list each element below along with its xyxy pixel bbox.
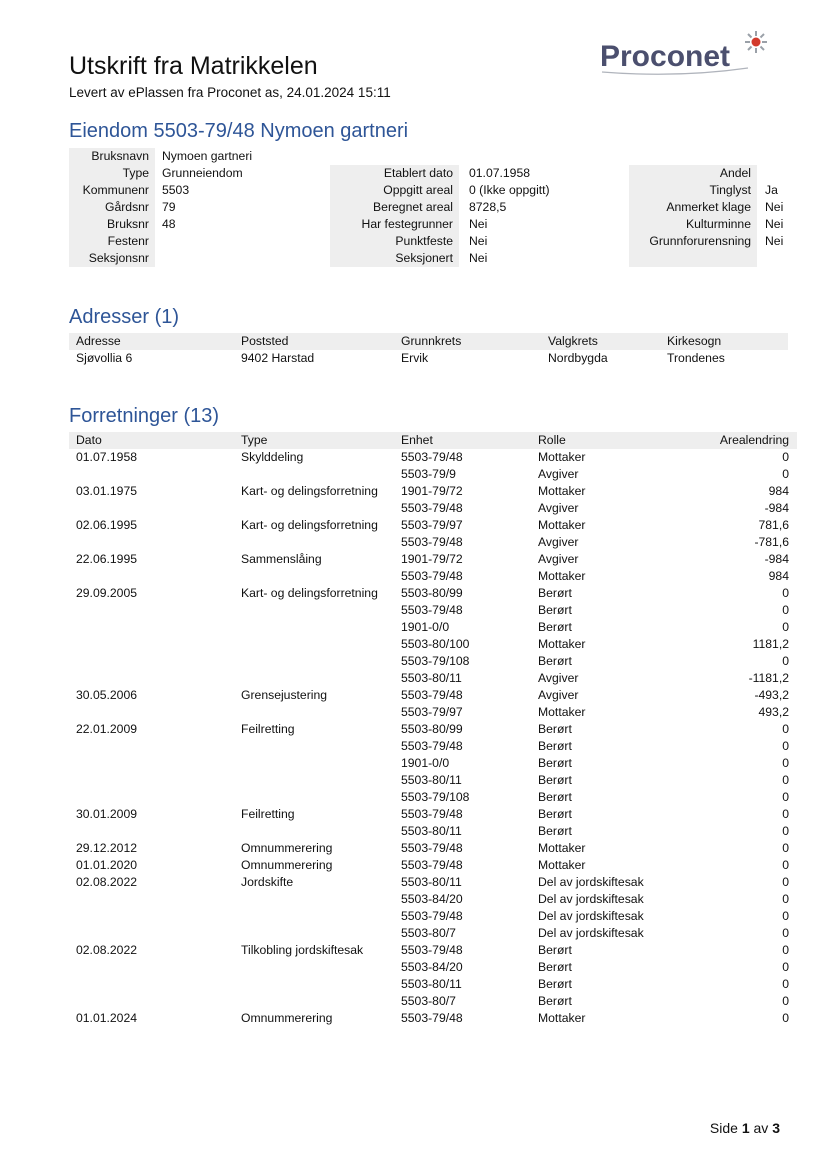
enhet-cell: 5503-79/9 xyxy=(401,467,456,481)
arealendring-cell: 0 xyxy=(782,875,789,889)
table-row xyxy=(69,823,797,840)
dato-cell: 01.01.2020 xyxy=(76,858,137,872)
property-value: 01.07.1958 xyxy=(469,166,530,180)
address-cell: Sjøvollia 6 xyxy=(76,351,133,365)
enhet-cell: 5503-79/48 xyxy=(401,1011,463,1025)
page-subtitle: Levert av ePlassen fra Proconet as, 24.01.2024 15:11 xyxy=(69,85,391,100)
rolle-cell: Mottaker xyxy=(538,484,586,498)
table-row xyxy=(69,687,797,704)
col-grunnkrets: Grunnkrets xyxy=(401,334,462,348)
table-row xyxy=(69,806,797,823)
page-of: av xyxy=(753,1120,769,1136)
property-value: Ja xyxy=(765,183,778,197)
rolle-cell: Berørt xyxy=(538,824,572,838)
col-kirkesogn: Kirkesogn xyxy=(667,334,722,348)
rolle-cell: Berørt xyxy=(538,977,572,991)
table-row xyxy=(69,449,797,466)
property-value: 48 xyxy=(162,217,176,231)
rolle-cell: Berørt xyxy=(538,756,572,770)
type-cell: Omnummerering xyxy=(241,1011,333,1025)
arealendring-cell: 0 xyxy=(782,960,789,974)
rolle-cell: Berørt xyxy=(538,773,572,787)
type-cell: Omnummerering xyxy=(241,841,333,855)
arealendring-cell: 0 xyxy=(782,722,789,736)
enhet-cell: 1901-79/72 xyxy=(401,552,463,566)
dato-cell: 03.01.1975 xyxy=(76,484,137,498)
property-value: Nei xyxy=(469,234,488,248)
arealendring-cell: 0 xyxy=(782,824,789,838)
enhet-cell: 5503-79/48 xyxy=(401,739,463,753)
property-label: Festenr xyxy=(107,234,149,248)
rolle-cell: Berørt xyxy=(538,620,572,634)
enhet-cell: 5503-79/48 xyxy=(401,909,463,923)
enhet-cell: 5503-79/108 xyxy=(401,654,470,668)
table-row xyxy=(69,874,797,891)
property-label: Oppgitt areal xyxy=(383,183,453,197)
dato-cell: 30.05.2006 xyxy=(76,688,137,702)
arealendring-cell: 0 xyxy=(782,909,789,923)
dato-cell: 29.09.2005 xyxy=(76,586,137,600)
rolle-cell: Berørt xyxy=(538,994,572,1008)
enhet-cell: 5503-80/11 xyxy=(401,977,462,991)
table-row xyxy=(69,891,797,908)
enhet-cell: 5503-80/99 xyxy=(401,586,463,600)
rolle-cell: Mottaker xyxy=(538,569,586,583)
page-prefix: Side xyxy=(709,1120,738,1136)
table-row xyxy=(69,772,797,789)
table-row xyxy=(69,976,797,993)
rolle-cell: Avgiver xyxy=(538,552,579,566)
grunnkrets-cell: Ervik xyxy=(401,351,429,365)
arealendring-cell: 781,6 xyxy=(758,518,789,532)
rolle-cell: Avgiver xyxy=(538,688,579,702)
table-row xyxy=(69,1010,797,1027)
enhet-cell: 5503-79/97 xyxy=(401,518,463,532)
arealendring-cell: 0 xyxy=(782,773,789,787)
table-row xyxy=(69,840,797,857)
enhet-cell: 5503-80/11 xyxy=(401,671,462,685)
dato-cell: 02.08.2022 xyxy=(76,875,137,889)
property-label: Etablert dato xyxy=(383,166,453,180)
transactions-header-row xyxy=(69,432,797,449)
table-row xyxy=(69,602,797,619)
arealendring-cell: 0 xyxy=(782,926,789,940)
arealendring-cell: 0 xyxy=(782,654,789,668)
table-row xyxy=(69,942,797,959)
arealendring-cell: 0 xyxy=(782,943,789,957)
arealendring-cell: 984 xyxy=(768,484,789,498)
rolle-cell: Berørt xyxy=(538,790,572,804)
arealendring-cell: 0 xyxy=(782,1011,789,1025)
property-label: Type xyxy=(122,166,149,180)
page-title: Utskrift fra Matrikkelen xyxy=(69,52,318,80)
arealendring-cell: 0 xyxy=(782,739,789,753)
page-current: 1 xyxy=(741,1120,750,1136)
enhet-cell: 5503-79/48 xyxy=(401,807,463,821)
enhet-cell: 5503-80/11 xyxy=(401,773,462,787)
enhet-cell: 5503-80/7 xyxy=(401,994,456,1008)
rolle-cell: Berørt xyxy=(538,739,572,753)
property-info xyxy=(69,148,789,268)
poststed-cell: 9402 Harstad xyxy=(241,351,315,365)
property-label: Kulturminne xyxy=(685,217,751,231)
addresses-heading: Adresser (1) xyxy=(69,306,180,328)
page-total: 3 xyxy=(772,1120,780,1136)
proconet-logo xyxy=(598,30,773,80)
type-cell: Feilretting xyxy=(241,722,295,736)
enhet-cell: 5503-79/48 xyxy=(401,535,463,549)
enhet-cell: 1901-0/0 xyxy=(401,620,450,634)
dato-cell: 02.06.1995 xyxy=(76,518,137,532)
arealendring-cell: 0 xyxy=(782,467,789,481)
table-row xyxy=(69,350,788,367)
property-label: Bruksnr xyxy=(107,217,149,231)
rolle-cell: Mottaker xyxy=(538,841,586,855)
rolle-cell: Avgiver xyxy=(538,535,579,549)
page-number xyxy=(710,1120,780,1136)
rolle-cell: Del av jordskiftesak xyxy=(538,909,644,923)
arealendring-cell: -493,2 xyxy=(754,688,789,702)
enhet-cell: 5503-84/20 xyxy=(401,892,463,906)
dato-cell: 01.07.1958 xyxy=(76,450,137,464)
property-value: Nei xyxy=(469,251,488,265)
arealendring-cell: 0 xyxy=(782,892,789,906)
type-cell: Skylddeling xyxy=(241,450,304,464)
transactions-heading: Forretninger (13) xyxy=(69,405,220,427)
enhet-cell: 1901-0/0 xyxy=(401,756,450,770)
rolle-cell: Berørt xyxy=(538,807,572,821)
arealendring-cell: -1181,2 xyxy=(748,671,789,685)
rolle-cell: Mottaker xyxy=(538,858,586,872)
arealendring-cell: 0 xyxy=(782,603,789,617)
rolle-cell: Avgiver xyxy=(538,671,579,685)
property-label: Andel xyxy=(719,166,751,180)
property-value: Nei xyxy=(765,234,784,248)
property-heading: Eiendom 5503-79/48 Nymoen gartneri xyxy=(69,120,409,142)
dato-cell: 30.01.2009 xyxy=(76,807,137,821)
enhet-cell: 1901-79/72 xyxy=(401,484,463,498)
col-valgkrets: Valgkrets xyxy=(548,334,598,348)
property-label: Har festegrunner xyxy=(361,217,453,231)
addresses-table xyxy=(69,333,788,367)
arealendring-cell: 0 xyxy=(782,858,789,872)
enhet-cell: 5503-80/7 xyxy=(401,926,456,940)
table-row xyxy=(69,551,797,568)
col-adresse: Adresse xyxy=(76,334,121,348)
dato-cell: 22.01.2009 xyxy=(76,722,137,736)
table-row xyxy=(69,636,797,653)
arealendring-cell: 0 xyxy=(782,620,789,634)
rolle-cell: Berørt xyxy=(538,586,572,600)
rolle-cell: Mottaker xyxy=(538,705,586,719)
valgkrets-cell: Nordbygda xyxy=(548,351,608,365)
enhet-cell: 5503-79/48 xyxy=(401,688,463,702)
property-label: Gårdsnr xyxy=(104,200,149,214)
rolle-cell: Mottaker xyxy=(538,1011,586,1025)
col-dato: Dato xyxy=(76,433,102,447)
enhet-cell: 5503-79/48 xyxy=(401,569,463,583)
property-value: Nei xyxy=(469,217,488,231)
property-value: 8728,5 xyxy=(469,200,507,214)
property-label: Grunnforurensning xyxy=(649,234,751,248)
property-label: Tinglyst xyxy=(709,183,751,197)
enhet-cell: 5503-79/48 xyxy=(401,603,463,617)
table-row xyxy=(69,908,797,925)
col-poststed: Poststed xyxy=(241,334,289,348)
rolle-cell: Del av jordskiftesak xyxy=(538,926,644,940)
rolle-cell: Avgiver xyxy=(538,467,579,481)
table-row xyxy=(69,738,797,755)
property-label: Punktfeste xyxy=(395,234,453,248)
rolle-cell: Berørt xyxy=(538,960,572,974)
arealendring-cell: 0 xyxy=(782,807,789,821)
transactions-table xyxy=(69,432,797,1027)
arealendring-cell: 493,2 xyxy=(758,705,789,719)
table-row xyxy=(69,483,797,500)
table-row xyxy=(69,789,797,806)
col-enhet: Enhet xyxy=(401,433,433,447)
arealendring-cell: 0 xyxy=(782,586,789,600)
table-row xyxy=(69,959,797,976)
dato-cell: 02.08.2022 xyxy=(76,943,137,957)
col-arealendring: Arealendring xyxy=(719,433,789,447)
rolle-cell: Avgiver xyxy=(538,501,579,515)
property-value: 79 xyxy=(162,200,176,214)
rolle-cell: Del av jordskiftesak xyxy=(538,892,644,906)
type-cell: Feilretting xyxy=(241,807,295,821)
rolle-cell: Mottaker xyxy=(538,450,586,464)
arealendring-cell: -781,6 xyxy=(754,535,789,549)
property-label: Anmerket klage xyxy=(666,200,751,214)
property-label: Beregnet areal xyxy=(373,200,453,214)
arealendring-cell: 0 xyxy=(782,790,789,804)
enhet-cell: 5503-79/48 xyxy=(401,858,463,872)
arealendring-cell: 0 xyxy=(782,994,789,1008)
type-cell: Kart- og delingsforretning xyxy=(241,518,378,532)
rolle-cell: Berørt xyxy=(538,943,572,957)
arealendring-cell: 0 xyxy=(782,756,789,770)
enhet-cell: 5503-79/48 xyxy=(401,943,463,957)
table-row xyxy=(69,517,797,534)
rolle-cell: Berørt xyxy=(538,603,572,617)
col-rolle: Rolle xyxy=(538,433,566,447)
type-cell: Grensejustering xyxy=(241,688,328,702)
enhet-cell: 5503-84/20 xyxy=(401,960,463,974)
type-cell: Sammenslåing xyxy=(241,552,322,566)
table-row xyxy=(69,568,797,585)
dato-cell: 29.12.2012 xyxy=(76,841,137,855)
property-label: Seksjonsnr xyxy=(88,251,149,265)
enhet-cell: 5503-80/11 xyxy=(401,875,462,889)
arealendring-cell: 0 xyxy=(782,977,789,991)
enhet-cell: 5503-79/48 xyxy=(401,450,463,464)
type-cell: Omnummerering xyxy=(241,858,333,872)
type-cell: Jordskifte xyxy=(241,875,294,889)
arealendring-cell: -984 xyxy=(764,552,789,566)
type-cell: Kart- og delingsforretning xyxy=(241,484,378,498)
addresses-header-row xyxy=(69,333,788,350)
table-row xyxy=(69,755,797,772)
rolle-cell: Berørt xyxy=(538,654,572,668)
property-label: Kommunenr xyxy=(82,183,149,197)
arealendring-cell: -984 xyxy=(764,501,789,515)
table-row xyxy=(69,993,797,1010)
enhet-cell: 5503-79/48 xyxy=(401,841,463,855)
svg-text:Proconet: Proconet xyxy=(600,40,731,73)
enhet-cell: 5503-79/97 xyxy=(401,705,463,719)
kirkesogn-cell: Trondenes xyxy=(667,351,725,365)
arealendring-cell: 0 xyxy=(782,450,789,464)
property-label: Seksjonert xyxy=(395,251,453,265)
table-row xyxy=(69,466,797,483)
rolle-cell: Mottaker xyxy=(538,518,586,532)
type-cell: Tilkobling jordskiftesak xyxy=(241,943,364,957)
table-row xyxy=(69,925,797,942)
property-value: 5503 xyxy=(162,183,190,197)
property-value: 0 (Ikke oppgitt) xyxy=(469,183,550,197)
enhet-cell: 5503-79/108 xyxy=(401,790,470,804)
table-row xyxy=(69,670,797,687)
enhet-cell: 5503-80/11 xyxy=(401,824,462,838)
col-type: Type xyxy=(241,433,268,447)
property-value: Nei xyxy=(765,217,784,231)
arealendring-cell: 984 xyxy=(768,569,789,583)
property-value: Nei xyxy=(765,200,784,214)
table-row xyxy=(69,721,797,738)
table-row xyxy=(69,500,797,517)
table-row xyxy=(69,857,797,874)
enhet-cell: 5503-79/48 xyxy=(401,501,463,515)
table-row xyxy=(69,585,797,602)
enhet-cell: 5503-80/100 xyxy=(401,637,470,651)
type-cell: Kart- og delingsforretning xyxy=(241,586,378,600)
rolle-cell: Berørt xyxy=(538,722,572,736)
table-row xyxy=(69,619,797,636)
property-value: Nymoen gartneri xyxy=(162,149,253,163)
table-row xyxy=(69,704,797,721)
table-row xyxy=(69,653,797,670)
enhet-cell: 5503-80/99 xyxy=(401,722,463,736)
arealendring-cell: 0 xyxy=(782,841,789,855)
property-value: Grunneiendom xyxy=(162,166,243,180)
rolle-cell: Del av jordskiftesak xyxy=(538,875,644,889)
arealendring-cell: 1181,2 xyxy=(752,637,789,651)
property-label: Bruksnavn xyxy=(91,149,149,163)
table-row xyxy=(69,534,797,551)
dato-cell: 22.06.1995 xyxy=(76,552,137,566)
rolle-cell: Mottaker xyxy=(538,637,586,651)
dato-cell: 01.01.2024 xyxy=(76,1011,137,1025)
